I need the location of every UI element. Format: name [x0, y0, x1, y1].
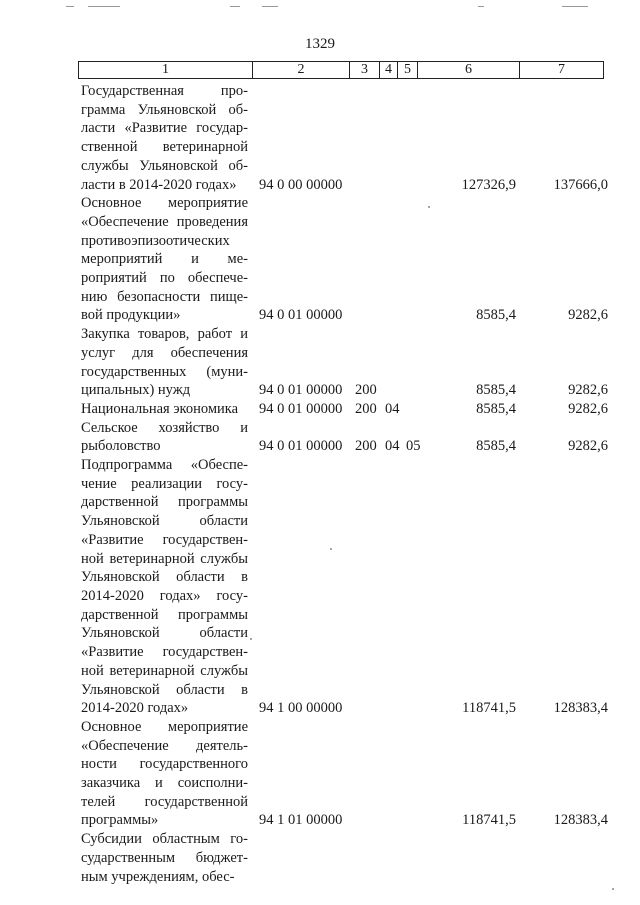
table-row — [0, 419, 640, 456]
target-code: 94 0 01 00000 — [259, 307, 343, 324]
section: 04 — [385, 438, 400, 455]
target-code: 94 0 01 00000 — [259, 400, 343, 417]
target-code: 94 1 00 00000 — [259, 700, 343, 717]
table-row — [0, 456, 640, 718]
row-description: Субсидии областным государственным бюджетным учреждениям, обес- — [81, 831, 248, 885]
column-header: 1 — [162, 62, 169, 77]
table-header — [78, 61, 604, 79]
table-row — [0, 194, 640, 325]
scan-artifact — [262, 6, 278, 7]
table-row — [0, 718, 640, 830]
amount-year1: 118741,5 — [462, 812, 516, 829]
target-code: 94 0 00 00000 — [259, 176, 343, 193]
amount-year1: 8585,4 — [476, 400, 516, 417]
row-description: Основное мероприятие «Обеспечение проведения противоэпизоотических мероприятий и мероприятий по обеспечению безопасности пищевой продукции» — [81, 195, 248, 324]
amount-year1: 8585,4 — [476, 382, 516, 399]
amount-year2: 9282,6 — [568, 307, 608, 324]
target-code: 94 0 01 00000 — [259, 438, 343, 455]
row-description: Основное мероприятие «Обеспечение деятельности государственного заказчика и соисполнителей государственной программы» — [81, 718, 248, 829]
table-row — [0, 325, 640, 400]
amount-year1: 127326,9 — [461, 176, 516, 193]
scan-artifact — [66, 6, 74, 7]
amount-year1: 8585,4 — [476, 307, 516, 324]
table-body — [0, 82, 640, 886]
row-description: Подпрограмма «Обеспечение реализации государственной программы Ульяновской области «Развитие государственной ветеринарной службы Ульяновской области в 2014-2020 годах» государственной программы Ульяновской области «Развитие государственной ветеринарной службы Ульяновской области в 2014-2020 годах» — [81, 457, 248, 717]
amount-year1: 118741,5 — [462, 700, 516, 717]
column-header: 2 — [252, 62, 349, 78]
expense-type: 200 — [355, 400, 377, 417]
column-header: 7 — [519, 62, 603, 78]
section: 04 — [385, 400, 400, 417]
expense-type: 200 — [355, 438, 377, 455]
column-header: 3 — [349, 62, 379, 78]
scan-artifact — [562, 6, 588, 7]
column-header: 4 — [379, 62, 397, 78]
table-row — [0, 82, 640, 194]
row-description: Государственная программа Ульяновской области «Развитие государственной ветеринарной службы Ульяновской области в 2014-2020 годах» — [81, 83, 248, 193]
expense-type: 200 — [355, 382, 377, 399]
amount-year2: 9282,6 — [568, 400, 608, 417]
table-row — [0, 400, 640, 419]
amount-year1: 8585,4 — [476, 438, 516, 455]
scan-speck — [612, 888, 614, 890]
amount-year2: 137666,0 — [553, 176, 608, 193]
scan-artifact — [230, 6, 240, 7]
target-code: 94 0 01 00000 — [259, 382, 343, 399]
column-header: 5 — [397, 62, 417, 78]
table-row — [0, 830, 640, 886]
target-code: 94 1 01 00000 — [259, 812, 343, 829]
subsection: 05 — [406, 438, 421, 455]
amount-year2: 128383,4 — [553, 700, 608, 717]
scan-artifact — [478, 6, 484, 7]
amount-year2: 9282,6 — [568, 438, 608, 455]
row-description: Закупка товаров, работ и услуг для обеспечения государственных (муниципальных) нужд — [81, 326, 248, 399]
page-number: 1329 — [305, 36, 335, 52]
column-header: 6 — [417, 62, 519, 78]
amount-year2: 128383,4 — [553, 812, 608, 829]
amount-year2: 9282,6 — [568, 382, 608, 399]
scan-artifact — [88, 6, 120, 7]
row-description: Национальная экономика — [81, 400, 239, 417]
row-description: Сельское хозяйство и рыболовство — [81, 419, 248, 455]
